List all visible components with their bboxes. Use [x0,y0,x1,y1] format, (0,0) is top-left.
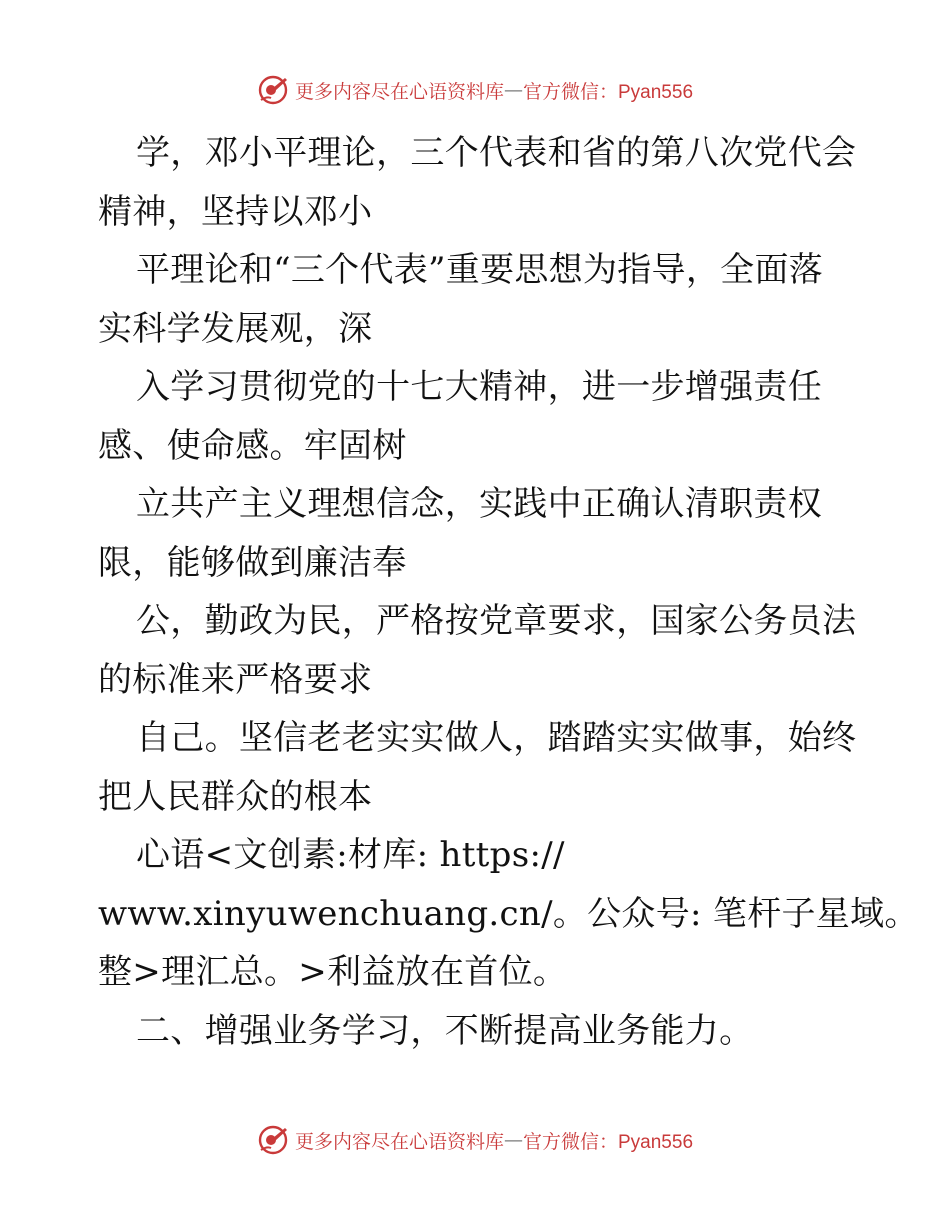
header-brand-text: 更多内容尽在心语资料库 [294,80,504,103]
body-line: 公，勤政为民，严格按党章要求，国家公务员法 [136,601,857,641]
body-line: 的标准来严格要求 [98,659,373,700]
body-line: 把人民群众的根本 [98,776,373,817]
document-body [98,124,919,1060]
body-line: 整>理汇总。>利益放在首位。 [98,952,568,992]
header-separator: — [504,79,523,101]
body-line: 二、增强业务学习，不断提高业务能力。 [136,1010,754,1051]
body-line: 精神，坚持以邓小 [98,191,373,232]
body-line: 立共产主义理想信念，实践中正确认清职责权 [136,484,822,524]
body-line: 限，能够做到廉洁奉 [98,542,407,583]
body-line: www.xinyuwenchuang.cn/。公众号: 笔杆子星域。 [98,893,919,934]
footer-banner [0,1120,950,1160]
footer-separator: — [504,1129,523,1151]
body-line: 自己。坚信老老实实做人，踏踏实实做事，始终 [136,718,857,758]
body-line: 心语<文创素:材库: https:// [136,835,565,875]
footer-wechat-text: 官方微信：Pyan556 [523,1131,694,1153]
body-line: 感、使命感。牢固树 [98,425,407,466]
header-wechat-text: 官方微信：Pyan556 [523,81,694,103]
pen-circle-logo-icon [257,74,289,106]
pen-circle-logo-icon [257,1124,289,1156]
footer-brand-text: 更多内容尽在心语资料库 [294,1130,504,1153]
body-line: 平理论和“三个代表”重要思想为指导，全面落 [136,250,824,290]
body-line: 学，邓小平理论，三个代表和省的第八次党代会 [136,133,857,173]
body-line: 实科学发展观，深 [98,308,373,349]
body-line: 入学习贯彻党的十七大精神，进一步增强责任 [136,367,822,407]
header-banner [0,70,950,110]
